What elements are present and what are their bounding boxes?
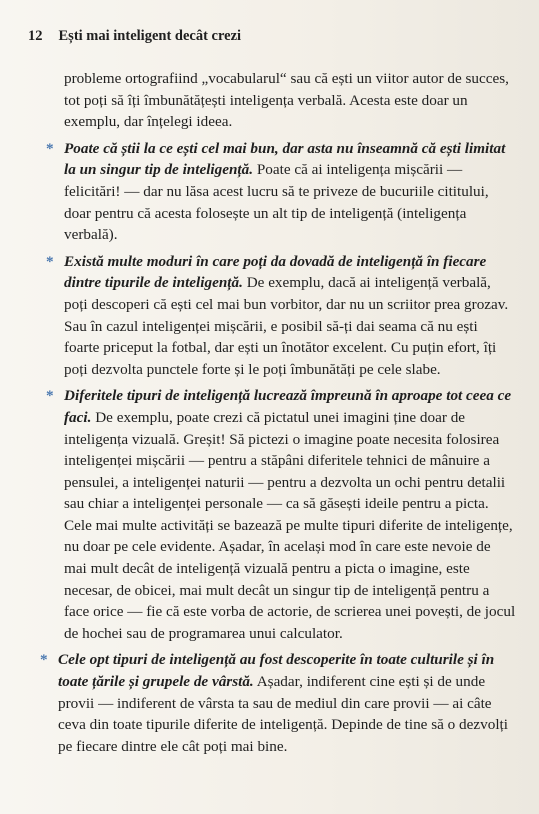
bullet-item (38, 649, 516, 757)
page-header (28, 28, 241, 45)
bullet-body: De exemplu, dacă ai inteligență verbală, poți descoperi că ești cel mai bun vorbitor, dar nu un scriitor prea grozav. Sau în cazul inteligenței mișcării, e posibil să-ți dai seama că nu ești foarte priceput la fotbal, dar ești un înotător excelent. Cu puțin efort, îți poți dezvolta punctele forte și le poți îmbunătăți pe cele slabe. (64, 274, 509, 378)
bullet-heading: Există multe moduri în care poți da dovadă de inteligență în fiecare dintre tipurile de inteligență. (64, 252, 487, 292)
bullet-heading: Cele opt tipuri de inteligență au fost descoperite în toate culturile și în toate țările și grupele de vârstă. (58, 651, 495, 691)
asterisk-bullet-icon: * (40, 651, 48, 669)
bullet-body: De exemplu, poate crezi că pictatul unei imagini ține doar de inteligența vizuală. Greșit! Să pictezi o imagine poate necesita folosirea inteligenței mișcării — pentru a stăpâni diferitele tehnici de mânuire a pensulei, a inteligenței naturii — pentru a dezvolta un ochi pentru detalii sau chiar a inteligenței personale — ca să găsești ideile pentru a picta. Cele mai multe activități se bazează pe multe tipuri diferite de inteligențe, nu doar pe cele evidente. Așadar, în același mod în care este nevoie de mai mult decât de inteligență vizuală pentru a picta o imagine, este necesar, de obicei, mai mult decât un singur tip de inteligență pentru a face orice — fie că este vorba de actorie, de scrierea unei povești, de jocul de hochei sau de programarea unui calculator. (64, 408, 516, 642)
running-title: Ești mai inteligent decât crezi (58, 28, 242, 44)
bullet-item (44, 251, 516, 381)
page-number: 12 (28, 28, 43, 44)
asterisk-bullet-icon: * (46, 387, 54, 405)
page-body (40, 68, 516, 757)
bullet-heading: Diferitele tipuri de inteligență lucrează împreună în aproape tot ceea ce faci. (64, 387, 512, 426)
asterisk-bullet-icon: * (46, 139, 54, 157)
bullet-item (44, 138, 516, 246)
bullet-item (44, 385, 516, 644)
intro-paragraph: probleme ortografiind „vocabularul“ sau că ești un viitor autor de succes, tot poți să îți îmbunătățești inteligența verbală. Acesta este doar un exemplu, dar înțelegi ideea. (64, 70, 509, 131)
asterisk-bullet-icon: * (46, 252, 54, 270)
bullet-heading: Poate că știi la ce ești cel mai bun, dar asta nu înseamnă că ești limitat la un singur tip de inteligență. (64, 139, 506, 179)
bullet-body: Așadar, indiferent cine ești și de unde provii — indiferent de vârsta ta sau de mediul din care provii — ai câte ceva din toate tipurile diferite de inteligență. Depinde de tine să o dezvolți pe fiecare dintre ele cât poți mai bine. (58, 673, 508, 755)
bullet-body: Poate că ai inteligența mișcării — felicitări! — dar nu lăsa acest lucru să te priveze de bucuriile cititului, doar pentru că acesta folosește un alt tip de inteligență (inteligența verbală). (64, 161, 489, 244)
